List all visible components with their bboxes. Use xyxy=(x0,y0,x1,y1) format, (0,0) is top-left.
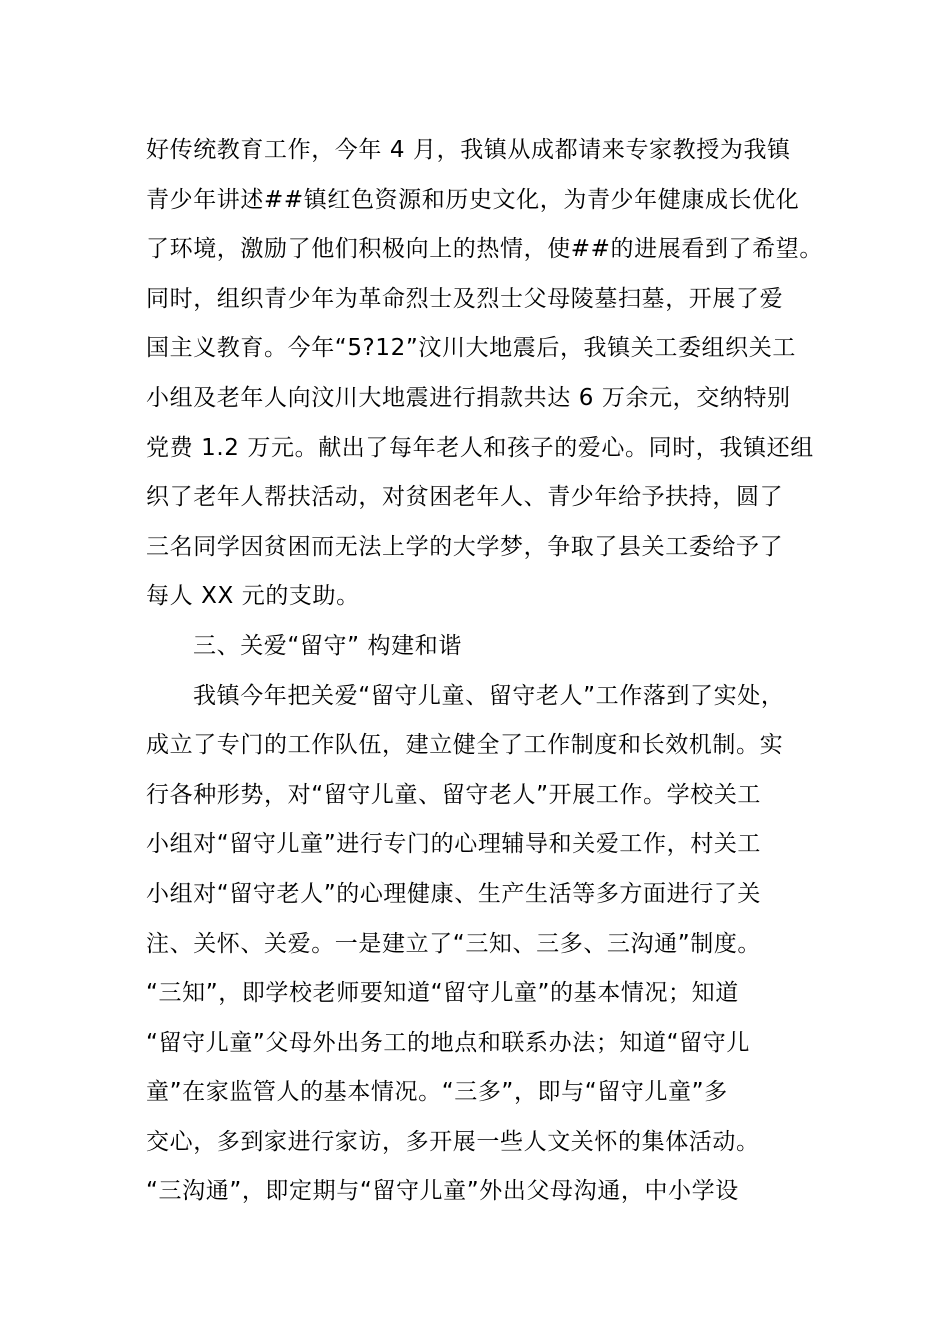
text-line: 好传统教育工作，今年 4 月，我镇从成都请来专家教授为我镇 xyxy=(146,137,791,163)
text-line: 成立了专门的工作队伍，建立健全了工作制度和长效机制。实 xyxy=(146,732,784,759)
text-line: 我镇今年把关爱“留守儿童、留守老人”工作落到了实处， xyxy=(193,682,785,709)
body-text xyxy=(146,126,836,1217)
text-line: “三知”，即学校老师要知道“留守儿童”的基本情况；知道 xyxy=(146,980,739,1007)
text-line: 每人 XX 元的支助。 xyxy=(146,583,360,610)
text-line: “三沟通”，即定期与“留守儿童”外出父母沟通，中小学设 xyxy=(146,1178,739,1205)
text-line: 小组对“留守老人”的心理健康、生产生活等多方面进行了关 xyxy=(146,880,762,907)
text-line: 青少年讲述##镇红色资源和历史文化，为青少年健康成长优化 xyxy=(146,186,800,213)
text-line: 三名同学因贫困而无法上学的大学梦，争取了县关工委给予了 xyxy=(146,533,784,560)
text-line: 小组对“留守儿童”进行专门的心理辅导和关爱工作，村关工 xyxy=(146,831,762,858)
text-line: 同时，组织青少年为革命烈士及烈士父母陵墓扫墓，开展了爱 xyxy=(146,285,784,312)
text-line: 小组及老年人向汶川大地震进行捐款共达 6 万余元，交纳特别 xyxy=(146,384,791,411)
text-line: 交心，多到家进行家访，多开展一些人文关怀的集体活动。 xyxy=(146,1128,760,1155)
text-line: 了环境，激励了他们积极向上的热情，使##的进展看到了希望。 xyxy=(146,236,823,263)
text-line: 党费 1.2 万元。献出了每年老人和孩子的爱心。同时，我镇还组 xyxy=(146,434,814,461)
text-line: 注、关怀、关爱。一是建立了“三知、三多、三沟通”制度。 xyxy=(146,930,762,957)
text-line: 行各种形势，对“留守儿童、留守老人”开展工作。学校关工 xyxy=(146,781,762,808)
text-line: “留守儿童”父母外出务工的地点和联系办法；知道“留守儿 xyxy=(146,1029,750,1056)
text-line: 童”在家监管人的基本情况。“三多”，即与“留守儿童”多 xyxy=(146,1079,728,1106)
section-heading: 三、关爱“留守” 构建和谐 xyxy=(193,632,462,659)
text-line: 国主义教育。今年“5?12”汶川大地震后，我镇关工委组织关工 xyxy=(146,335,796,362)
text-line: 织了老年人帮扶活动，对贫困老年人、青少年给予扶持，圆了 xyxy=(146,484,784,511)
